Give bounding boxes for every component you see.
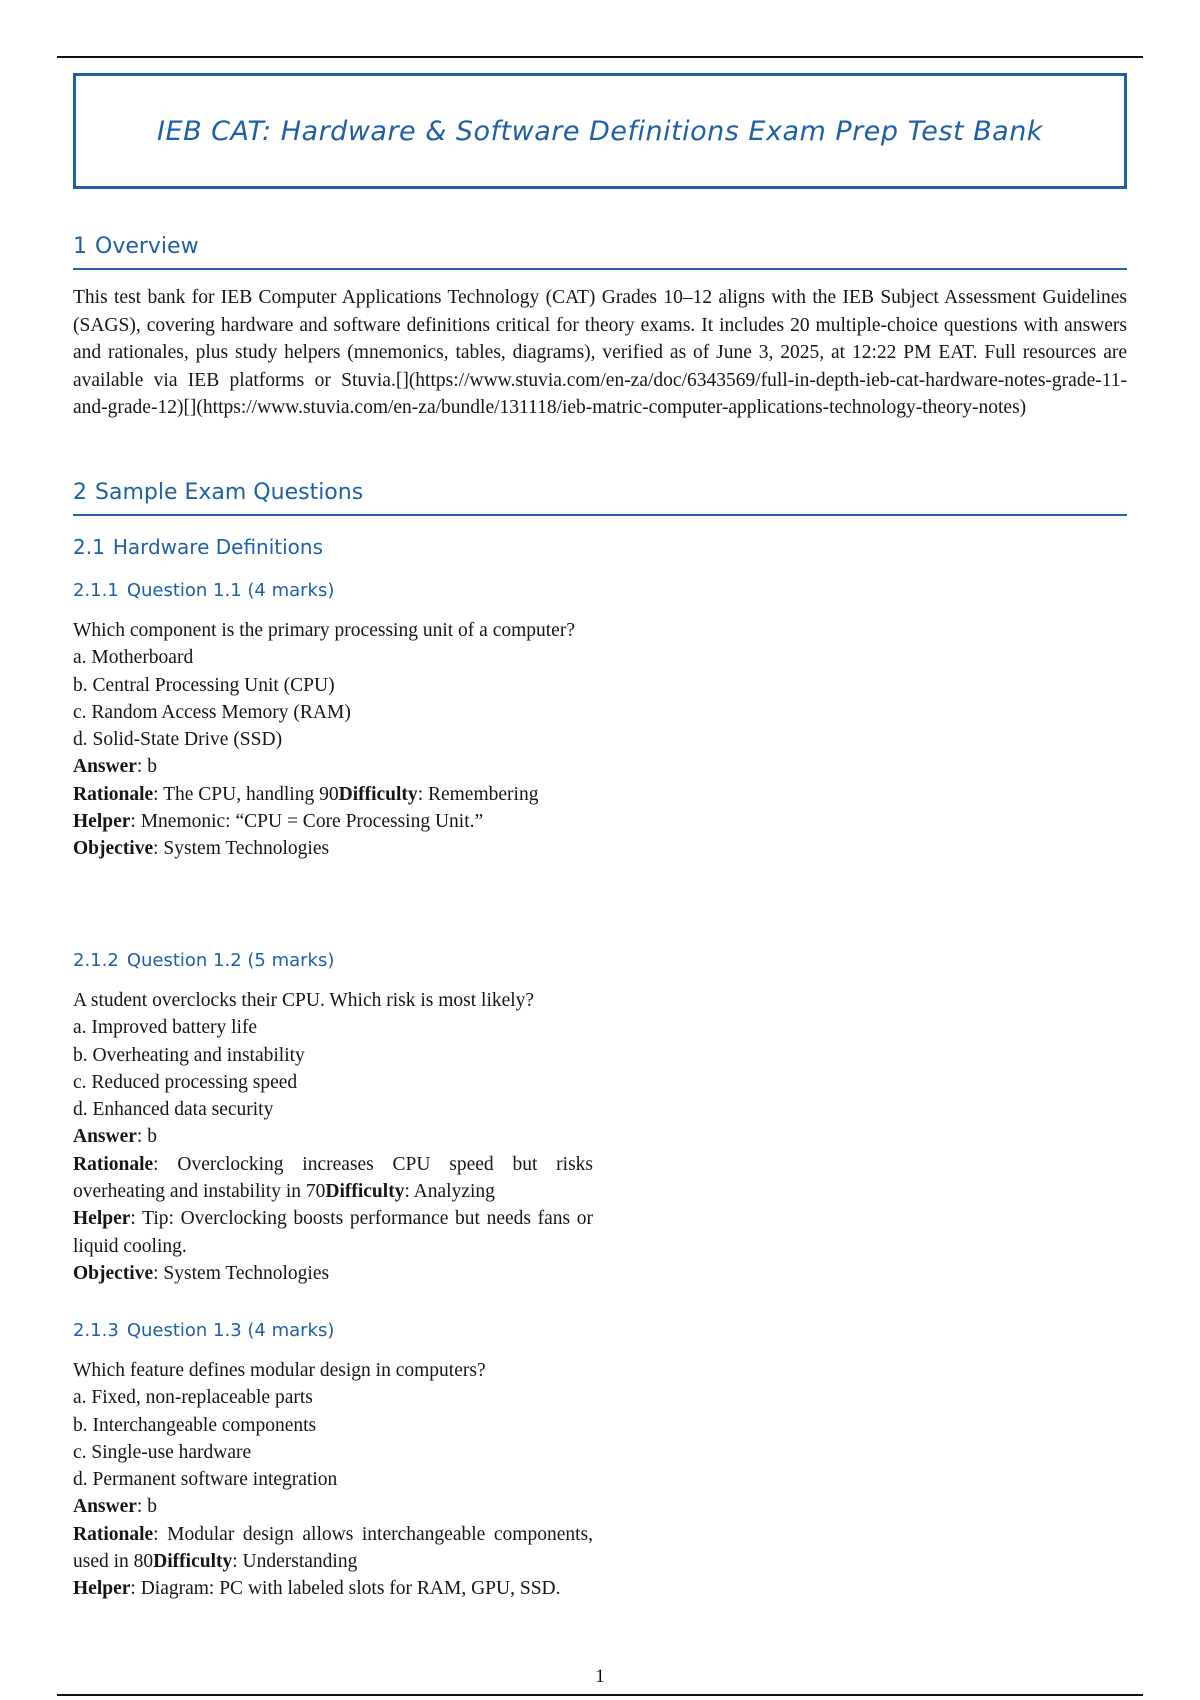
overview-paragraph: This test bank for IEB Computer Applications Technology (CAT) Grades 10–12 aligns with the IEB Subject Assessment Guidelines (SAGS), covering hardware and software definitions critical for theory exams. It includes 20 multiple-choice questions with answers and rationales, plus study helpers (mnemonics, tables, diagrams), verified as of June 3, 2025, at 12:22 PM EAT. Full resources are available via IEB platforms or Stuvia.[](https://www.stuvia.com/en-za/doc/6343569/full-in-depth-ieb-cat-hardware-notes-grade-11-and-grade-12)[](https://www.stuvia.com/en-za/bundle/131118/ieb-matric-computer-applications-technology-theory-notes) — [73, 287, 1127, 418]
difficulty-value: : Analyzing — [404, 1181, 495, 1203]
answer-value: : b — [136, 1496, 157, 1518]
rationale-label: Rationale — [73, 783, 154, 805]
helper-label: Helper — [73, 1208, 131, 1230]
helper-label: Helper — [73, 1578, 131, 1600]
answer-value: : b — [136, 1126, 157, 1148]
rationale-text: : Modular design allows interchangeable components, used in 80 — [73, 1523, 593, 1573]
section-heading-sample-questions — [73, 480, 1127, 516]
subsection-title: Hardware Definitions — [112, 535, 323, 559]
option-item: c. Reduced processing speed — [73, 1071, 298, 1093]
subsection-heading-hardware — [73, 535, 323, 559]
page-number: 1 — [595, 1666, 605, 1687]
rationale-label: Rationale — [73, 1153, 154, 1175]
section-number: 2 — [73, 480, 87, 505]
difficulty-value: : Remembering — [417, 783, 539, 805]
rationale-line — [73, 781, 593, 808]
option-item: c. Single-use hardware — [73, 1441, 252, 1463]
question-stem: A student overclocks their CPU. Which risk is most likely? — [73, 990, 535, 1011]
answer-label: Answer — [73, 756, 137, 778]
question-stem: Which component is the primary processing unit of a computer? — [73, 620, 575, 641]
bottom-rule — [57, 1694, 1143, 1696]
rationale-line — [73, 1151, 593, 1206]
section-title: Overview — [95, 234, 199, 259]
rationale-text: : The CPU, handling 90 — [153, 783, 339, 805]
question-heading — [73, 1320, 334, 1341]
helper-text: : Tip: Overclocking boosts performance but needs fans or liquid cooling. — [73, 1208, 593, 1257]
objective-label: Objective — [73, 1262, 154, 1284]
helper-text: : Diagram: PC with labeled slots for RAM, GPU, SSD. — [130, 1578, 561, 1600]
answer-line — [73, 753, 593, 780]
question-block — [73, 987, 593, 1287]
option-item: c. Random Access Memory (RAM) — [73, 701, 351, 723]
question-stem: Which feature defines modular design in computers? — [73, 1360, 486, 1381]
section-heading-overview — [73, 234, 1127, 270]
objective-line — [73, 835, 593, 862]
difficulty-label: Difficulty — [338, 783, 418, 805]
section-title: Sample Exam Questions — [95, 480, 364, 505]
question-number: 2.1.3 — [73, 1320, 119, 1341]
rationale-label: Rationale — [73, 1523, 154, 1545]
difficulty-label: Difficulty — [153, 1551, 233, 1573]
difficulty-label: Difficulty — [325, 1181, 405, 1203]
question-number: 2.1.1 — [73, 580, 119, 601]
title-box — [73, 73, 1127, 189]
question-title: Question 1.1 (4 marks) — [126, 580, 335, 601]
option-item: a. Improved battery life — [73, 1017, 258, 1039]
rationale-line — [73, 1521, 593, 1576]
question-block — [73, 617, 593, 863]
document-title: IEB CAT: Hardware & Software Definitions Exam Prep Test Bank — [157, 115, 1043, 147]
option-item: d. Solid-State Drive (SSD) — [73, 729, 283, 751]
answer-label: Answer — [73, 1126, 137, 1148]
option-item: b. Central Processing Unit (CPU) — [73, 674, 335, 696]
question-title: Question 1.2 (5 marks) — [126, 950, 335, 971]
question-title: Question 1.3 (4 marks) — [126, 1320, 335, 1341]
question-block — [73, 1357, 593, 1603]
top-rule — [57, 56, 1143, 58]
answer-line — [73, 1493, 593, 1520]
objective-value: : System Technologies — [153, 838, 330, 860]
helper-line — [73, 808, 593, 835]
helper-line — [73, 1575, 593, 1602]
answer-value: : b — [136, 756, 157, 778]
option-item: a. Fixed, non-replaceable parts — [73, 1387, 313, 1409]
objective-line — [73, 1260, 593, 1287]
option-item: a. Motherboard — [73, 647, 194, 669]
helper-text: : Mnemonic: “CPU = Core Processing Unit.” — [130, 811, 484, 833]
objective-value: : System Technologies — [153, 1262, 330, 1284]
helper-label: Helper — [73, 811, 131, 833]
question-number: 2.1.2 — [73, 950, 119, 971]
option-item: d. Enhanced data security — [73, 1099, 274, 1121]
question-heading — [73, 950, 334, 971]
subsection-number: 2.1 — [73, 535, 105, 559]
helper-line — [73, 1205, 593, 1260]
answer-line — [73, 1123, 593, 1150]
rationale-text: : Overclocking increases CPU speed but risks overheating and instability in 70 — [73, 1153, 593, 1203]
option-item: b. Overheating and instability — [73, 1044, 305, 1066]
option-item: d. Permanent software integration — [73, 1469, 338, 1491]
answer-label: Answer — [73, 1496, 137, 1518]
section-number: 1 — [73, 234, 87, 259]
option-item: b. Interchangeable components — [73, 1414, 317, 1436]
objective-label: Objective — [73, 838, 154, 860]
difficulty-value: : Understanding — [232, 1551, 358, 1573]
question-heading — [73, 580, 334, 601]
